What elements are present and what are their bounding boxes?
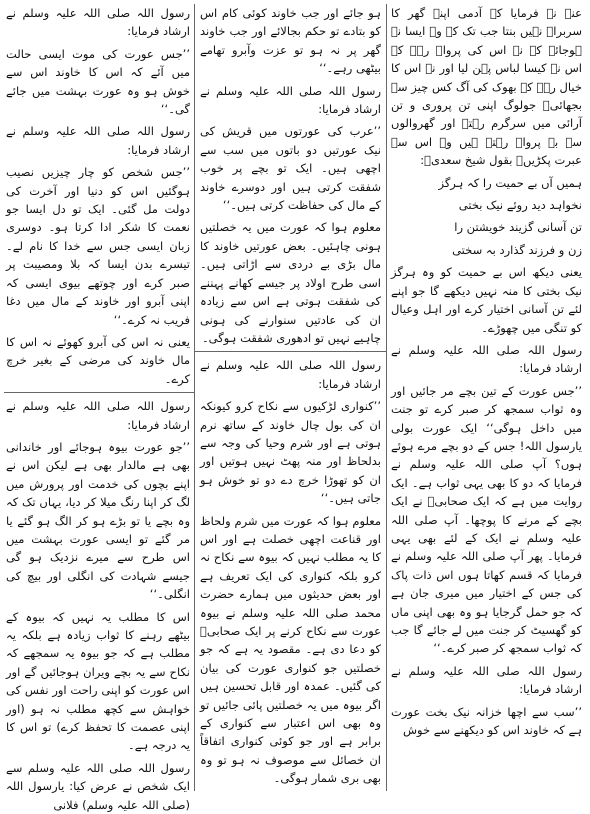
hadith-heading: رسول اللہ صلی اللہ علیہ وسلم نے ارشاد فرمایا: — [391, 663, 582, 697]
hadith-heading: رسول اللہ صلی اللہ علیہ وسلم نے ارشاد فرمایا: — [6, 399, 190, 432]
hadith-text: ’’جس عورت کی موت ایسی حالت میں آئے کہ اس کا خاوند اس سے خوش ہو وہ عورت بہشت میں جائے گی۔‘‘ — [6, 46, 190, 117]
hadith-text: ’’جس شخص کو چار چیزیں نصیب ہوگئیں اس کو دنیا اور آخرت کی دولت مل گئی۔ ایک تو دل ایسا جو نعمت کا شکر ادا کرتا ہو۔ دوسری زبان ایسی جس سے خدا کا نام لے۔ تیسرے بدن ایسا کہ بلا ومصیبت پر صبر کرے اور چوتھے بیوی ایسی کہ اپنی آبرو اور خاوند کے مال میں دغا فریب نہ کرے۔‘‘ — [6, 165, 190, 327]
hadith-text: ’’عرب کی عورتوں میں قریش کی نیک عورتیں دو باتوں میں سب سے اچھی ہیں۔ ایک تو بچے پر خوب شفقت کرتی ہیں اور دوسرے خاوند کے مال کی حفاظت کرتی ہیں۔‘‘ — [200, 124, 381, 213]
section-divider — [4, 392, 194, 393]
hadith-text: ہو جائے اور جب خاوند کوئی کام اس کو بتادے تو حکم بجالائے اور جب خاوند گھر پر نہ ہو تو عزت وآبرو تھامے بیٹھی رہے۔‘‘ — [200, 6, 381, 76]
section-divider — [195, 351, 386, 352]
hadith-text: ’’سب سے اچھا خزانہ نیک بخت عورت ہے کہ خاوند اس کو دیکھنے سے خوش — [391, 704, 582, 738]
hadith-heading: رسول اللہ صلی اللہ علیہ وسلم سے ایک شخص نے عرض کیا: یارسول اللہ (صلی اللہ علیہ وسلم) فلانی — [6, 760, 190, 812]
text-column-left — [4, 4, 194, 812]
poem-line: تن آسانی گزیند خویشتن را — [454, 220, 582, 235]
paragraph: معلوم ہوا کہ عورت میں یہ خصلتیں ہونی چاہئیں۔ بعض عورتیں خاوند کا مال بڑی بے دردی سے اڑاتی ہیں۔ اسی طرح اولاد پر جیسے کھانے پہننے کی شفقت ہوتی ہے اس سے زیادہ ان کی عادتیں سنوارنے کی ہونی چاہیے نہیں تو ادھوری شفقت ہوگی۔ — [200, 220, 381, 345]
text-column-right — [386, 4, 586, 791]
hadith-heading: رسول اللہ صلی اللہ علیہ وسلم نے ارشاد فرمایا: — [6, 6, 190, 39]
poem-line: نخواہد دید روئے نیک بختی — [458, 198, 582, 213]
paragraph: اس کا مطلب یہ نہیں کہ بیوہ کے بیٹھے رہنے کا ثواب زیادہ ہے بلکہ یہ مطلب ہے کہ جو بیوہ یہ سمجھے کہ نکاح سے یہ بچے ویران ہوجائیں گے اور اس عورت کو اپنی راحت اور نفس کی خواہش سے کچھ مطلب نہ ہو (اور اپنی عصمت کا تحفظ کرے) تو اس کا یہ درجہ ہے۔ — [6, 609, 190, 753]
paragraph: یعنی نہ اس کی آبرو کھوئے نہ اس کا مال خاوند کی مرضی کے بغیر خرچ کرے۔ — [6, 334, 190, 386]
hadith-text: ’’جس عورت کے تین بچے مر جائیں اور وہ ثواب سمجھ کر صبر کرے تو جنت میں داخل ہوگی‘‘ ایک عورت بولی یارسول اللہ! جس کے دو بچے مرے ہوئے ہوں؟ آپ صلی اللہ علیہ وسلم نے فرمایا کہ دو کا بھی یہی ثواب ہے۔ ایک روایت میں ہے کہ ایک صحابیؓ نے ایک بچے کے مرنے کا پوچھا۔ آپ صلی اللہ علیہ وسلم نے ایک کے لئے بھی یہی فرمایا۔ پھر آپ صلی اللہ علیہ وسلم نے فرمایا کہ قسم کھاتا ہوں اس ذات پاک کی جس کے اختیار میں میری جان ہے کہ جو حمل گرجایا ہو وہ بھی اپنی ماں کو گھسیٹ کر جنت میں لے جائے گا جب کہ ثواب سمجھ کر صبر کرے۔‘‘ — [391, 383, 582, 656]
hadith-text: ’’جو عورت بیوہ ہوجائے اور خاندانی بھی ہے مالدار بھی ہے لیکن اس نے اپنے بچوں کی خدمت اور پرورش میں لگ کر اپنا رنگ میلا کر دیا، یہاں تک کہ وہ بچے یا تو بڑے ہو کر الگ ہو گئے یا مر گئے تو ایسی عورت بہشت میں اس طرح سے میرے نزدیک ہو گی جیسے شہادت کی انگلی اور بیچ کی انگلی۔‘‘ — [6, 439, 190, 602]
paragraph: یعنی دیکھ اس بے حمیت کو وہ ہرگز نیک بختی کا منہ نہیں دیکھے گا جو اپنے لئے تن آسانی اختیار کرے اور اہل وعیال کو تنگی میں چھوڑے۔ — [391, 265, 582, 335]
hadith-heading: رسول اللہ صلی اللہ علیہ وسلم نے ارشاد فرمایا: — [200, 83, 381, 117]
text-column-middle — [194, 4, 386, 791]
hadith-heading: رسول اللہ صلی اللہ علیہ وسلم نے ارشاد فرمایا: — [200, 358, 381, 391]
hadith-heading: رسول اللہ صلی اللہ علیہ وسلم نے ارشاد فرمایا: — [391, 342, 582, 376]
poem-line: زن و فرزند گذارد بہ سختی — [452, 242, 582, 257]
poem-line: ہمیں آں بے حمیت را کہ ہرگز — [438, 175, 582, 190]
hadith-text: ’’کنواری لڑکیوں سے نکاح کرو کیونکہ ان کی بول چال خاوند کے ساتھ نرم ہوتی ہے اور شرم وحیا کی وجہ سے بدلحاظ اور منہ پھٹ نہیں ہوتیں اور ان کو تھوڑا خرچ دے دو تو خوش ہو جاتی ہیں۔‘‘ — [200, 399, 381, 506]
hadith-heading: رسول اللہ صلی اللہ علیہ وسلم نے ارشاد فرمایا: — [6, 124, 190, 157]
paragraph: عنہ نے فرمایا کہ آدمی اپنے گھر کا سربراہ نہیں بنتا جب تک کہ وہ ایسا نہ ہوجائے کہ نہ اس کی پرواہ رہے کہ اس نے کیسا لباس پہن لیا اور نہ اس کا خیال رہے کہ بھوک کی آگ کس چیز سے بجھائی۔ جولوگ اپنی تن پروری و تن آرائی میں سرگرم رہتے اور گھروالوں سے بے پرواہ رہتے ہیں وہ اس سے عبرت پکڑیں۔ بقول شیخ سعدیؒ: — [391, 6, 582, 168]
paragraph: معلوم ہوا کہ عورت میں شرم ولحاظ اور قناعت اچھی خصلت ہے اور اس کا یہ مطلب نہیں کہ بیوہ سے نکاح نہ کرو بلکہ کنواری کی ایک تعریف ہے اور بعض حدیثوں میں ہمارے حضرت محمد صلی اللہ علیہ وسلم نے بیوہ عورت سے نکاح کرنے پر ایک صحابیؓ کو دعا دی ہے۔ مقصود یہ ہے کہ جو خصلتیں جو کنواری عورت کی بیان کی گئیں۔ عمدہ اور قابل تحسین ہیں اگر بیوہ میں یہ خصلتیں پائی جائیں تو وہ بھی اس اعتبار سے کنواری کے برابر ہے اور جو کوئی کنواری اتفاقاً ان خصائل سے موصوف نہ ہو تو وہ بھی بری شمار ہوگی۔ — [200, 513, 381, 786]
